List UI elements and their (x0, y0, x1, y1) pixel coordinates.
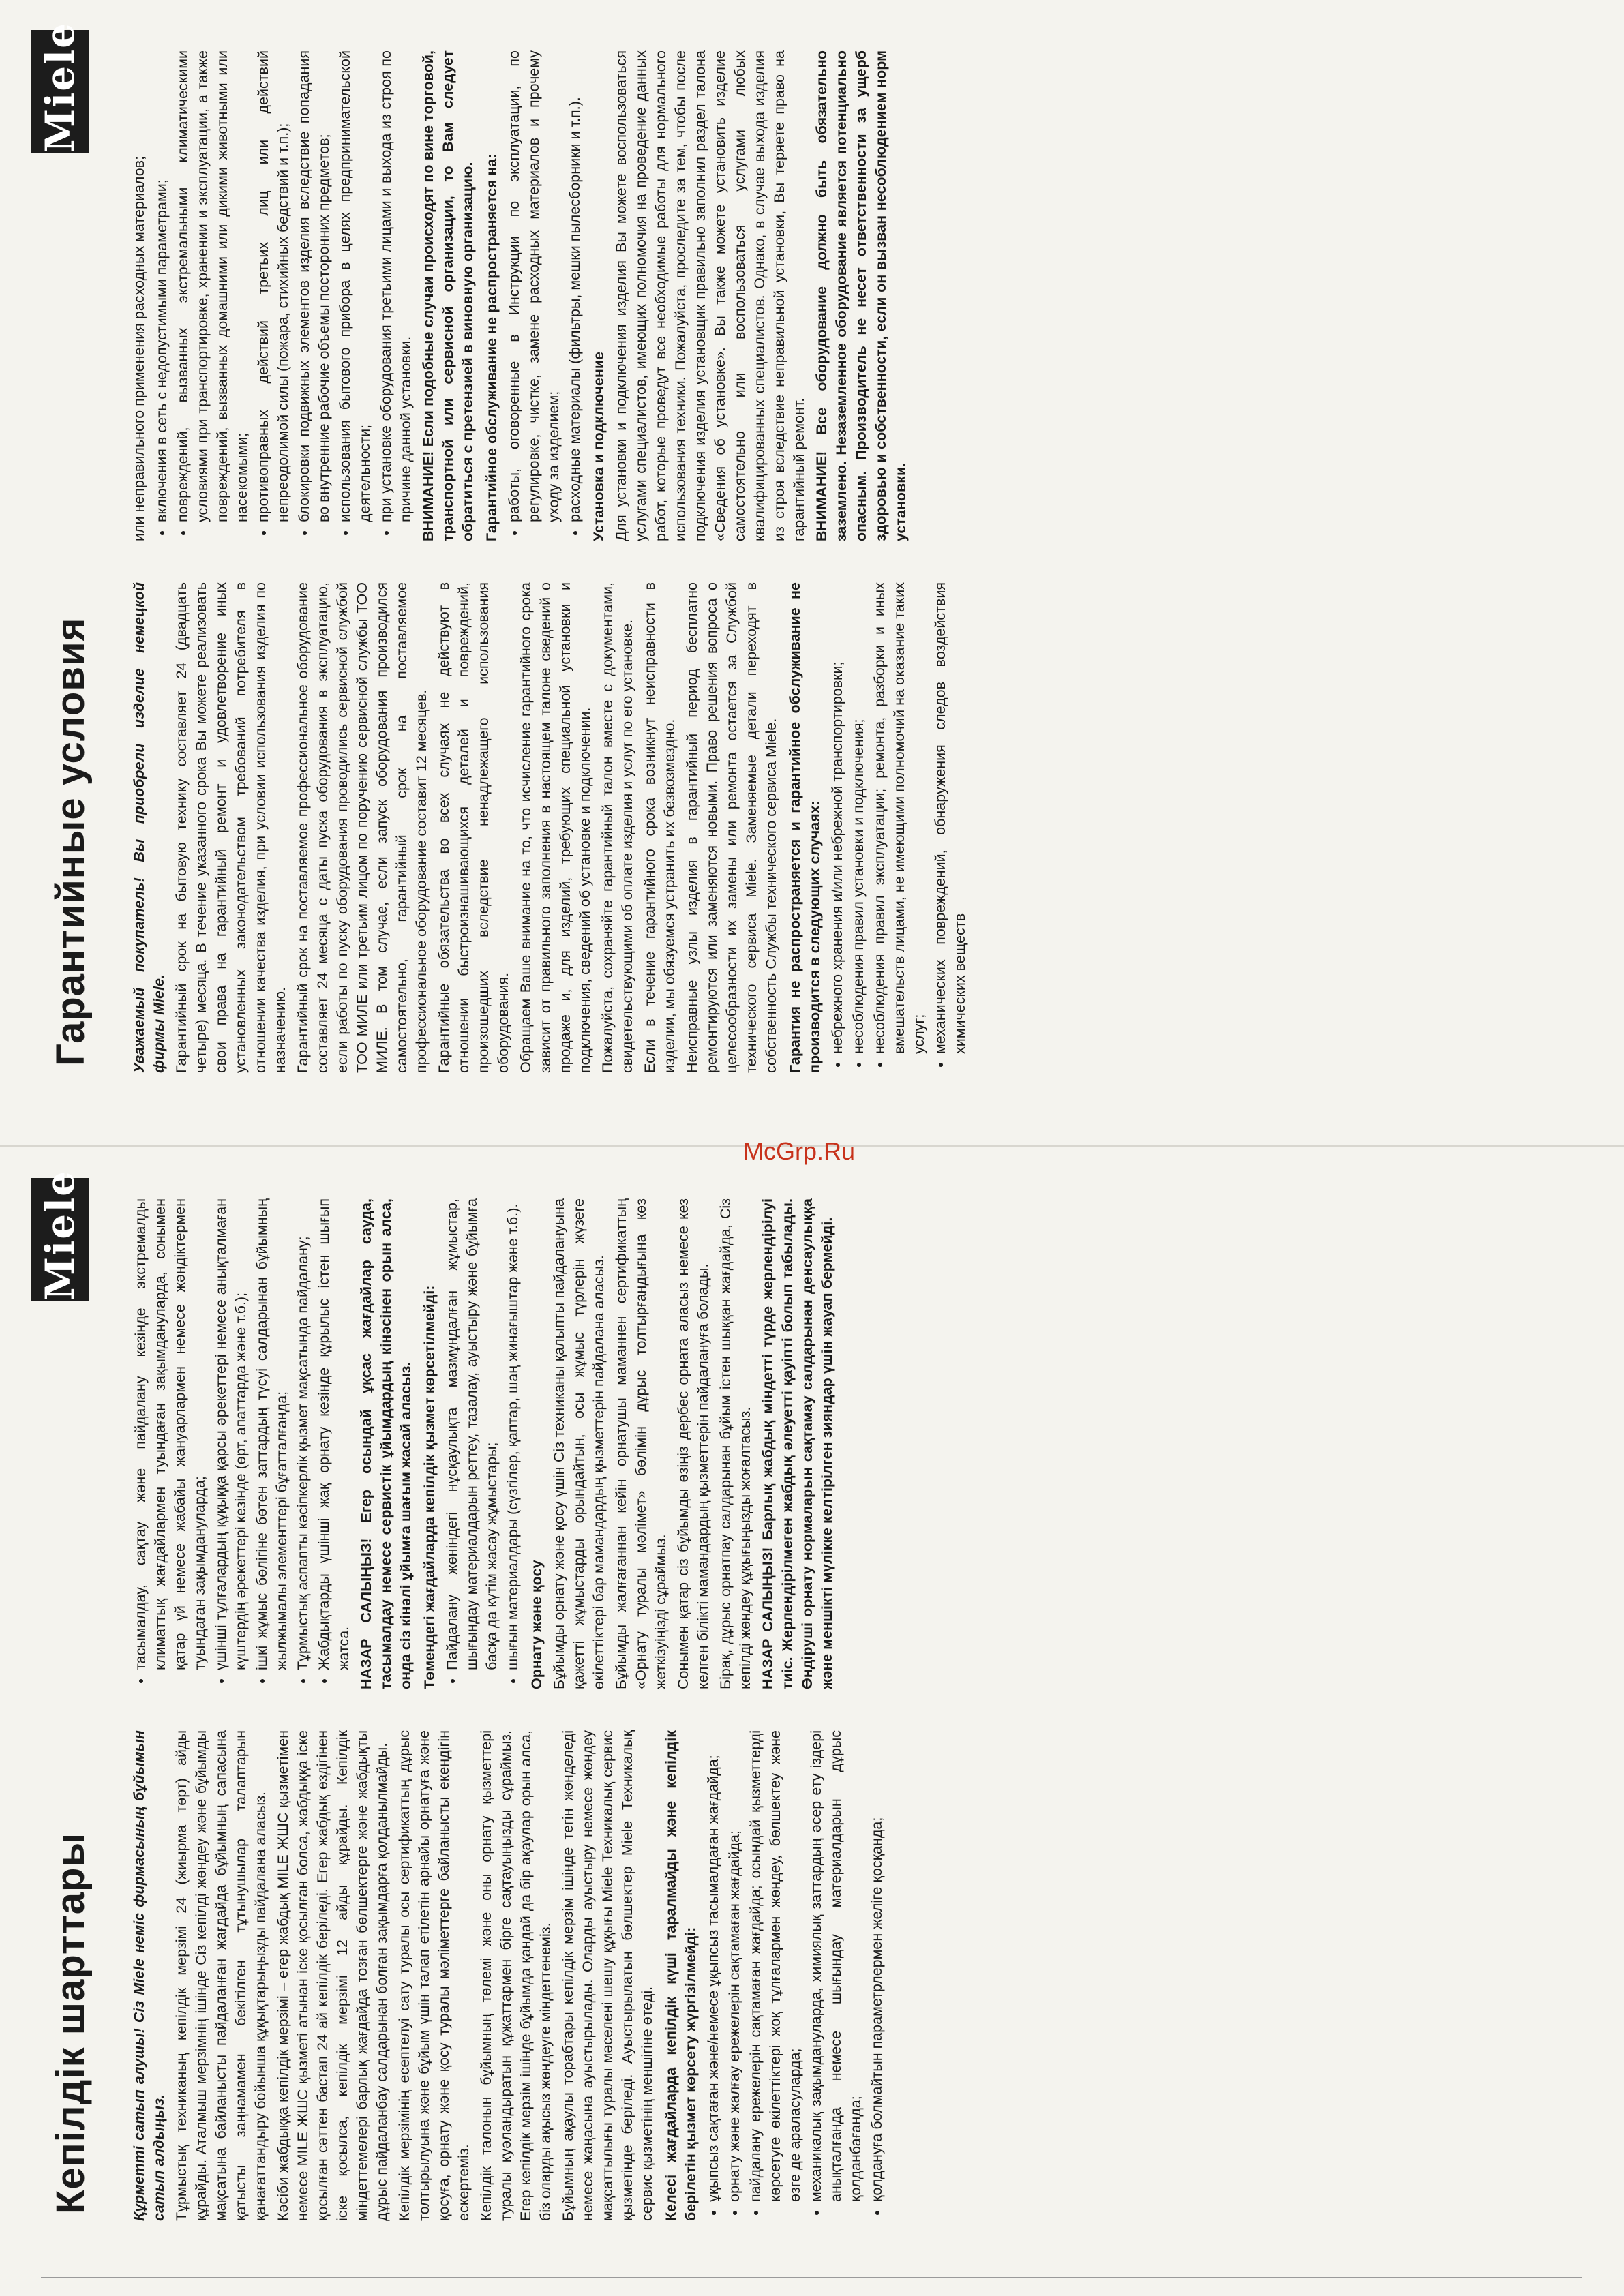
list-item: • повреждений, вызванных экстремальными климатическими условиями при транспортировке, хранении и эксплуатации, а также повреждений, вызванных домашними или дикими животными или насекомыми; (173, 50, 252, 522)
paragraph: Для установки и подключения изделия Вы можете воспользоваться услугами специалистов, имеющих полномочия на проведение данных работ, которые проведут все необходимые работы для нормального использования техники. Пожалуйста, проследите за тем, чтобы после подключения изделия установщик правильно заполнил раздел талона «Сведения об установке». Вы также можете установить изделие самостоятельно или воспользоваться услугами любых квалифицированных специалистов. Однако, в случае выхода изделия из строя вследствие неправильной установки, Вы теряете право на гарантийный ремонт. (613, 50, 807, 541)
list-item: • небрежного хранения и/или небрежной транспортировки; (828, 582, 847, 1054)
list-item: • ішкі жұмыс бөлігіне бөтен заттардың түсуі салдарынан бұйымның жылжымалы элементтері бұғатталғанда; (252, 1198, 292, 1670)
watermark: McGrp.Ru (743, 1137, 856, 1165)
paragraph: Тұрмыстық техниканың кепілдік мерзімі 24 (жиырма төрт) айды құрайды. Аталмыш мерзімнің ішінде Сіз кепілді жөндеу және бұйымды мақсатына байланысты пайдаланған жағдайда бұйымның сапасына қатысты заңнамамен бекітілген тұтынушылар талаптарын қанағаттандыру бойынша құқықтарыңызды пайдалана аласыз. (173, 1730, 269, 2221)
grounding-warning: ВНИМАНИЕ! Все оборудование должно быть обязательно заземлено. Незаземленное оборудование является потенциально опасным. Производитель не несет ответственности за ущерб здоровью и собственности, если он вызван несоблюдением норм установки. (813, 50, 909, 541)
text-columns-ru (130, 50, 1561, 1073)
paragraph: Неисправные узлы изделия в гарантийный период бесплатно ремонтируются или заменяются новыми. Право решения вопроса о целесообразности их замены или ремонта остается за Службой технического сервиса Miele. Заменяемые детали переходят в собственность Службы технического сервиса Miele. (684, 582, 779, 1073)
list-item: • ұқыпсыз сақтаған және/немесе ұқыпсыз тасымалдаған жағдайда; (704, 1730, 723, 2202)
list-item: • включения в сеть с недопустимыми параметрами; (152, 50, 172, 522)
list-item: • механических повреждений, обнаружения следов воздействия химических веществ (931, 582, 970, 1054)
paragraph: Бұйымды орнату және қосу үшін Сіз техниканы қалыпты пайдалануына қажетті жұмыстарды орындайтын, осы жұмыс түрлерін жүзеге өкілеттіктері бар мамандардың қызметтерін пайдалана аласыз. (551, 1198, 607, 1689)
service-exclusion-list (442, 1198, 523, 1689)
miele-logo: Miele (31, 1178, 89, 1301)
list-item: • Пайдалану жөніндегі нұсқаулықта мазмұндалған жұмыстар, шығындау материалдарын реттеу, тазалау, ауыстыру және бұйымға басқа да күтім жасау жұмыстары; (442, 1198, 502, 1670)
exclusion-list (131, 1198, 354, 1689)
paragraph: Кепілдік талонын бұйымның төлемі және оны орнату қызметтері туралы куәландыратын құжаттармен бірге сақтауыңызды сұраймыз. Егер кепілдік мерзім ішінде бұйымда қандай да бір ақаулар орын алса, біз оларды ақысыз жөндеуге міндеттенеміз. (478, 1730, 554, 2221)
paragraph: Сонымен қатар сіз бұйымды өзіңіз дербес орната аласыз немесе кез келген білікті мамандардың қызметтерін пайдалануға болады. (675, 1198, 711, 1689)
miele-logo: Miele (31, 30, 89, 153)
page-title-ru: Гарантийные условия (48, 617, 93, 1066)
list-item: • тасымалдау, сақтау және пайдалану кезінде экстремалды климаттық жағдайлармен туындаған зақымдануларда, сонымен қатар үй немесе жабайы жануарлармен немесе жәндіктермен туындаған зақымдануларда; (131, 1198, 210, 1670)
paragraph: Кәсіби жабдыққа кепілдік мерзімі – егер жабдық MILE ЖШС қызметімен немесе MILE ЖШС қызметі атынан іске қосылған болса, жабдыққа іске қосылған сәттен бастап 24 ай кепілдік беріледі. Егер жабдық өздігінен іске қосылса, кепілдік мерзімі 12 айды құрайды. Кепілдік міндеттемелері барлық жағдайда тозған бөлшектерге және жабдықты дұрыс пайдаланбау салдарынан болған зақымдарға қолданылмайды. (275, 1730, 390, 2221)
paragraph: Гарантийный срок на поставляемое профессиональное оборудование составляет 24 месяца с даты пуска оборудования в эксплуатацию, если работы по пуску оборудования проводились сервисной службой ТОО МИЛЕ или третьим лицом по поручению сервисной службы ТОО МИЛЕ. В том случае, если запуск оборудования производился самостоятельно, гарантийный срок на поставляемое профессиональное оборудование составит 12 месяцев. (295, 582, 430, 1073)
paragraph: Пожалуйста, сохраняйте гарантийный талон вместе с документами, свидетельствующими об оплате изделия и услуг по его установке. (599, 582, 635, 1073)
list-item: • қолдануға болмайтын параметрлермен желіге қосқанда; (867, 1730, 887, 2202)
paragraph: Бұйымды жалғағаннан кейін орнатушы маманнен сертификаттың «Орнату туралы мәлімет» бөлімін дұрыс толтырғандығына көз жеткізуіңізді сұраймыз. (613, 1198, 669, 1689)
list-item: • блокировки подвижных элементов изделия вследствие попадания во внутренние рабочие объемы посторонних предметов; (295, 50, 334, 522)
paragraph: Кепілдік мерзімінің есептелуі сату туралы осы сертификаттың дұрыс толтырылуына және бұйым үшін талап етілетін арнайы орнатуға және қосуға, орнату және қосу туралы мәліметтерге байланысты екендігін ескертеміз. (396, 1730, 472, 2221)
paragraph: Обращаем Ваше внимание на то, что исчисление гарантийного срока зависит от правильного заполнения в настоящем талоне сведений о продаже и, для изделий, требующих специальной установки и подключения, сведений об установке и подключении. (517, 582, 593, 1073)
grounding-warning: НАЗАР САЛЫҢЫЗ! Барлық жабдық міндетті түрде жерлендірілуі тиіс. Жерлендірілмеген жабдық әлеуетті қауіпті болып табылады. Өндіруші орнату нормаларын сақтамау салдарынан денсаулыққа және меншікті мүлікке келтірілген зияндар үшін жауап бермейді. (760, 1198, 835, 1689)
paragraph: Гарантийный срок на бытовую технику составляет 24 (двадцать четыре) месяца. В течение указанного срока Вы можете реализовать свои права на гарантийный ремонт и удовлетворение иных установленных законодательством требований потребителя в отношении качества изделия, при условии использования изделия по назначению. (173, 582, 288, 1073)
attention-note: ВНИМАНИЕ! Если подобные случаи происходят по вине торговой, транспортной или сервисной организации, то Вам следует обратиться с претензией в виновную организацию. (420, 50, 476, 541)
list-item: • при установке оборудования третьими лицами и выхода из строя по причине данной установки. (376, 50, 416, 522)
paragraph: Бірақ, дұрыс орнатпау салдарынан бұйым істен шыққан жағдайда, Сіз кепілді жөндеу құқығыңызды жоғалтасыз. (717, 1198, 753, 1689)
exclusion-list (828, 582, 970, 1073)
section-heading: Гарантийное обслуживание не распространяется на: (483, 153, 500, 541)
exclusion-list (704, 1730, 887, 2221)
list-item: • орнату және жалғау ережелерін сақтамаған жағдайда; (725, 1730, 745, 2202)
list-item: • үшінші тұлғалардың құқыққа қарсы әрекеттері немесе анықталмаған күштердің әрекеттері кезінде (өрт, апаттарда және т.б.); (211, 1198, 251, 1670)
paragraph: Гарантийные обязательства во всех случаях не действуют в отношении быстроизнашивающихся деталей и повреждений, произошедших вследствие ненадлежащего использования оборудования. (436, 582, 511, 1073)
service-exclusion-list (505, 50, 585, 541)
attention-note: НАЗАР САЛЫҢЫЗ! Егер осындай ұқсас жағдайлар сауда, тасымалдау немесе сервистік ұйымдардың кінәсінен орын алса, онда сіз кінәлі ұйымға шағым жасай аласыз. (358, 1198, 414, 1689)
scan-edge-line (41, 2277, 1582, 2278)
page-title-kz: Кепілдік шарттары (48, 1832, 93, 2214)
section-heading: Гарантия не распространяется и гарантийное обслуживание не производится в следующих случаях: (787, 582, 823, 1073)
list-item: • расходные материалы (фильтры, мешки пылесборники и т.п.). (565, 50, 585, 522)
list-item: • шығын материалдары (сүзгілер, қаптар, шаң жинағыштар және т.б.). (503, 1198, 523, 1670)
exclusion-list (152, 50, 416, 541)
paragraph: Бұйымның ақаулы торабтары кепілдік мерзім ішінде тегін жөнделеді немесе жаңасына ауыстырылады. Оларды ауыстыру немесе жөндеу мақсаттылығы туралы мәселені шешу құқығы Miele Техникалық сервис қызметінде беріледі. Ауыстырылатын бөлшектер Miele Техникалық сервис қызметінің меншігіне өтеді. (560, 1730, 655, 2221)
list-item: • работы, оговоренные в Инструкции по эксплуатации, по регулировке, чистке, замене расходных материалов и прочему уходу за изделием; (505, 50, 564, 522)
paragraph: или неправильного применения расходных материалов; (131, 155, 147, 541)
text-columns-kz (130, 1198, 1561, 2221)
greeting: Уважаемый покупатель! Вы приобрели изделие немецкой фирмы Miele. (131, 582, 167, 1073)
list-item: • пайдалану ережелерін сақтамаған жағдайда; осындай қызметтерді көрсетуге өкілеттіктері жоқ тұлғалармен жөндеу, бөлшектеу және өзге де араласуларда; (746, 1730, 805, 2202)
section-heading: Установка и подключение (590, 352, 607, 541)
list-item: • Жабдықтарды үшінші жақ орнату кезінде құрылыс істен шығып жатса. (314, 1198, 354, 1670)
kazakh-warranty-panel (0, 1148, 1624, 2296)
column-1-ru (130, 582, 1561, 1073)
list-item: • использования бытового прибора в целях предпринимательской деятельности; (335, 50, 375, 522)
section-heading: Келесі жағдайларда кепілдік күші таралмайды және кепілдік берілетін қызмет көрсету жүргізілмейді: (663, 1730, 699, 2221)
paragraph: Если в течение гарантийного срока возникнут неисправности в изделии, мы обязуемся устранить их безвозмездно. (642, 582, 678, 1073)
list-item: • противоправных действий третьих лиц или действий непреодолимой силы (пожара, стихийных бедствий и т.п.); (254, 50, 293, 522)
column-1-kz (130, 1730, 1561, 2221)
list-item: • Тұрмыстық аспапты кәсіпкерлік қызмет мақсатында пайдалану; (293, 1198, 313, 1670)
section-heading: Орнату және қосу (528, 1560, 545, 1689)
column-2-kz (130, 1198, 1561, 1689)
section-heading: Төмендегі жағдайларда кепілдік қызмет көрсетілмейді: (421, 1285, 438, 1689)
greeting: Құрметті сатып алушы! Сіз Miele неміс фирмасының бұйымын сатып алдыңыз. (131, 1730, 167, 2221)
column-2-ru (130, 50, 1561, 541)
list-item: • несоблюдения правил эксплуатации; ремонта, разборки и иных вмешательств лицами, не имеющими полномочий на оказание таких услуг; (870, 582, 929, 1054)
list-item: • механикалық зақымдануларда, химиялық заттардың әсер ету іздері анықталғанда немесе шығындау материалдарын дұрыс қолданбағанда; (807, 1730, 866, 2202)
list-item: • несоблюдения правил установки и подключения; (849, 582, 869, 1054)
